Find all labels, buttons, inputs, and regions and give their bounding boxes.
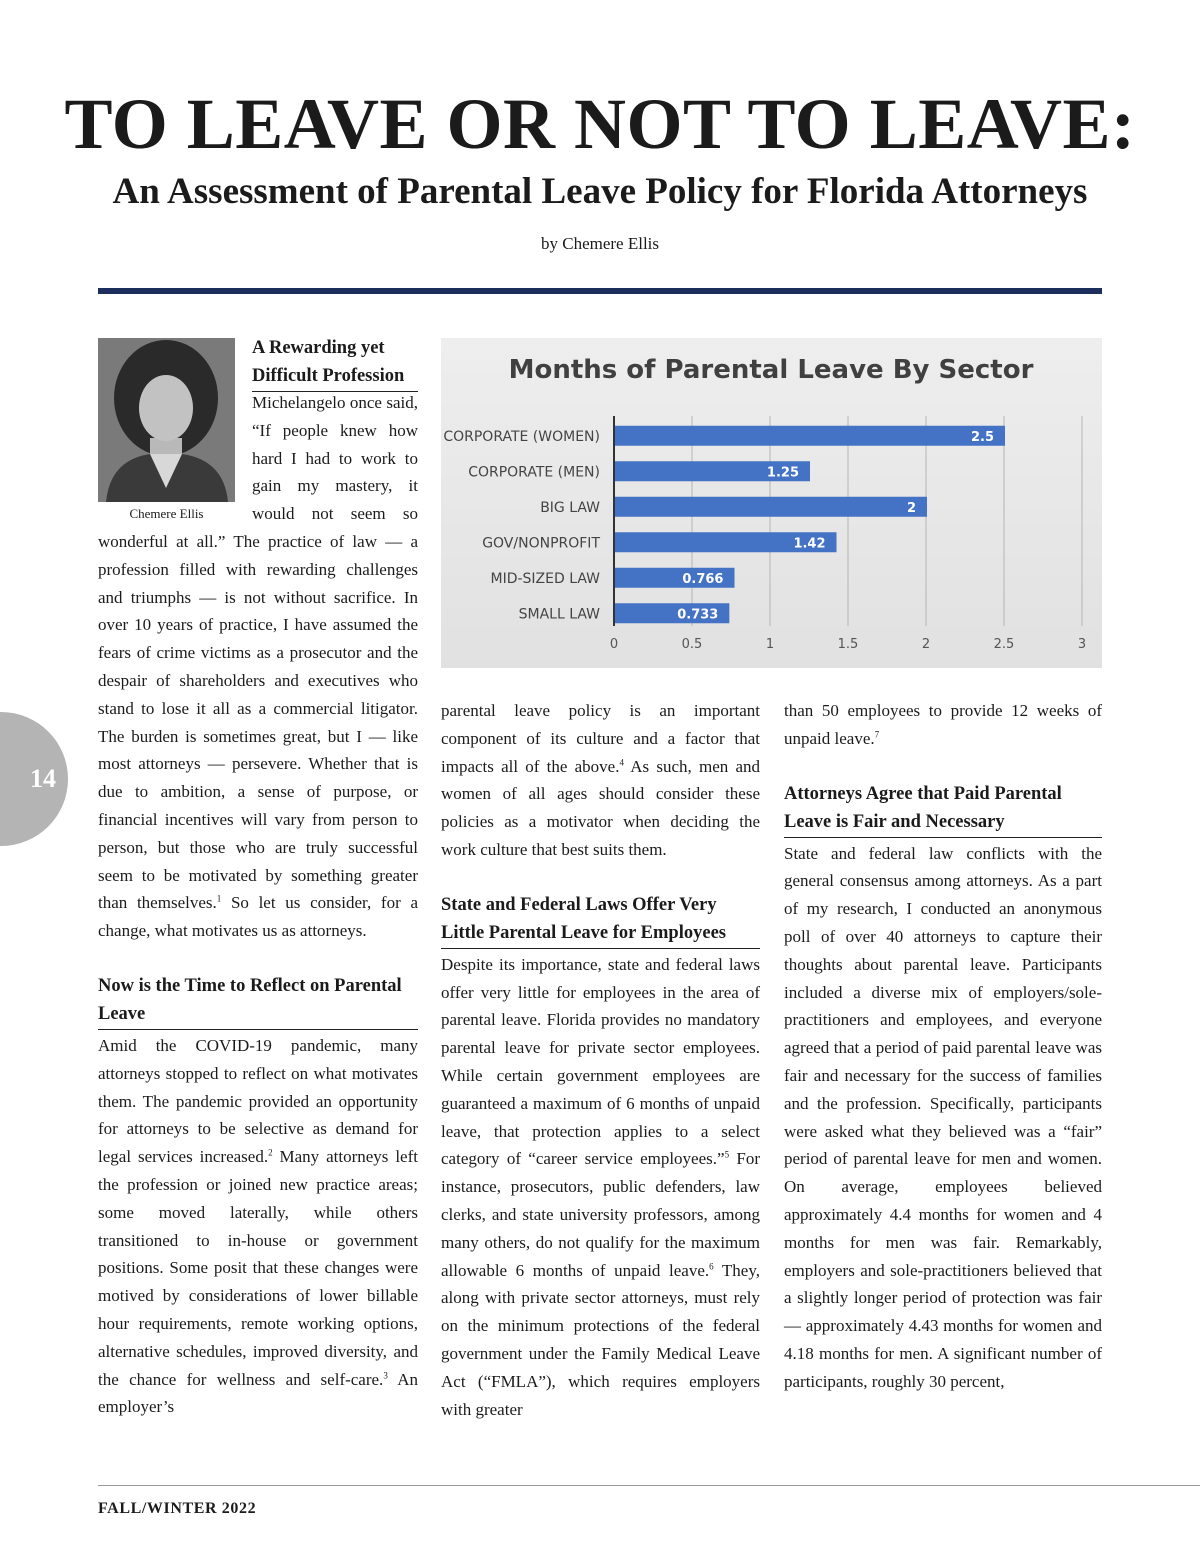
paragraph-laws: Despite its importance, state and federal laws offer very little for employees in the area of parental leave. Florida provides no mandatory parental leave for private sector employees. While certain government employees are guaranteed a maximum of 6 months of unpaid leave, that protection applies to a select category of “career service employees.”$^5$ For instance, prosecutors, public defenders, law clerks, and state university professors, among many others, do not qualify for the maximum allowable 6 months of unpaid leave.$^6$ They, along with private sector attorneys, must rely on the minimum protections of the federal government under the Family Medical Leave Act (“FMLA”), which requires employers with greater [441,954,760,1419]
heading-attorneys-agree: Attorneys Agree that Paid Parental Leave is Fair and Necessary [784,780,1102,838]
data-label: 1.25 [766,465,799,481]
article-subtitle: An Assessment of Parental Leave Policy for Florida Attorneys [112,171,1088,212]
heading-rewarding-profession: A Rewarding yet Difficult Profession [252,334,418,392]
bar-chart [441,338,1102,668]
footnote-4: 4 [619,756,624,767]
tick-label: 1 [765,637,775,652]
paragraph-intro: Michelangelo once said, “If people knew how hard I had to work to gain my mastery, it would not seem so wonderful at all.” The practice of law — a profession filled with rewarding challenges and triumphs — is not without sacrifice. In over 10 years of practice, I have assumed the fears of crime victims as a prosecutor and the despair of shareholders and executives who stand to lose it all as a commercial litigator. The burden is sometimes great, but I — like most attorneys — persevere. Whether that is due to ambition, a sense of purpose, or financial incentives will vary from person to person, but those who are truly successful seem to be motivated by something greater than themselves.$^1$ So let us consider, for a change, what motivates us as attorneys. [98,393,418,941]
tick-label: 1.5 [837,637,859,652]
page-number: 14 [30,764,56,793]
footnote-7: 7 [874,729,880,740]
bar [615,426,1005,446]
footnote-5: 5 [724,1149,730,1160]
photo-caption: Chemere Ellis [129,506,204,521]
category-label: BIG LAW [540,499,600,516]
paragraph-poll: State and federal law conflicts with the general consensus among attorneys. As a part of my research, I conducted an anonymous poll of over 40 attorneys to capture their thoughts about parental leave. Participants included a diverse mix of employers/sole-practitioners and employees, and everyone agreed that a period of paid parental leave was fair and necessary for the success of families and the profession. Specifically, participants were asked what they believed was a “fair” period of parental leave for men and women. On average, employees believed approximately 4.4 months for women and 4 months for men was fair. Remarkably, employers and sole-practitioners believed that a slightly longer period of protection was fair — approximately 4.43 months for women and 4.18 months for men. A significant number of participants, roughly 30 percent, [784,843,1102,1391]
paragraph-fmla: than 50 employees to provide 12 weeks of unpaid leave.$^7$ [784,701,1102,748]
column-1-top [252,334,418,394]
data-label: 1.42 [793,536,826,552]
paragraph-policy: parental leave policy is an important component of its culture and a factor that impacts all of the above.$^4$ As such, men and women of all ages should consider these policies as a motivator when deciding the work culture that best suits them. [441,701,760,859]
category-label: CORPORATE (WOMEN) [443,428,600,445]
issue-footer: FALL/WINTER 2022 [98,1500,257,1517]
chart-title: Months of Parental Leave By Sector [508,355,1034,385]
column-2 [441,697,760,1423]
tick-label: 3 [1077,637,1087,652]
data-label: 0.766 [682,571,724,587]
tick-label: 2 [921,637,931,652]
column-1 [98,389,418,1421]
heading-reflect: Now is the Time to Reflect on Parental Leave [98,972,418,1030]
column-3 [784,697,1102,1396]
data-label: 2.5 [970,429,994,445]
chart-svg [441,338,1102,668]
tick-label: 2.5 [993,637,1015,652]
footer-rule [98,1485,1200,1486]
footnote-6: 6 [709,1260,714,1271]
data-label: 0.733 [677,607,719,623]
category-label: GOV/NONPROFIT [482,535,600,552]
byline: by Chemere Ellis [540,234,660,253]
category-label: MID-SIZED LAW [490,570,600,587]
footnote-2: 2 [268,1147,273,1158]
data-label: 2 [906,500,916,516]
article-title: TO LEAVE OR NOT TO LEAVE: [64,84,1136,164]
tick-label: 0.5 [681,637,703,652]
heading-state-federal: State and Federal Laws Offer Very Little Parental Leave for Employees [441,891,760,949]
footnote-1: 1 [216,893,222,904]
title-rule [98,288,1102,294]
category-label: CORPORATE (MEN) [468,464,600,481]
paragraph-pandemic: Amid the COVID-19 pandemic, many attorneys stopped to reflect on what motivates them. The pandemic provided an opportunity for attorneys to be selective as demand for legal services increased.$^2$ Many attorneys left the profession or joined new practice areas; some moved laterally, while others transitioned to in-house or government positions. Some posit that these changes were motived by considerations of lower billable hour requirements, remote working options, alternative schedules, improved diversity, and the chance for wellness and self-care.$^3$ An employer’s [98,1035,418,1417]
bar [615,497,927,517]
tick-label: 0 [609,637,619,652]
category-label: SMALL LAW [518,606,600,623]
footnote-3: 3 [383,1369,388,1380]
